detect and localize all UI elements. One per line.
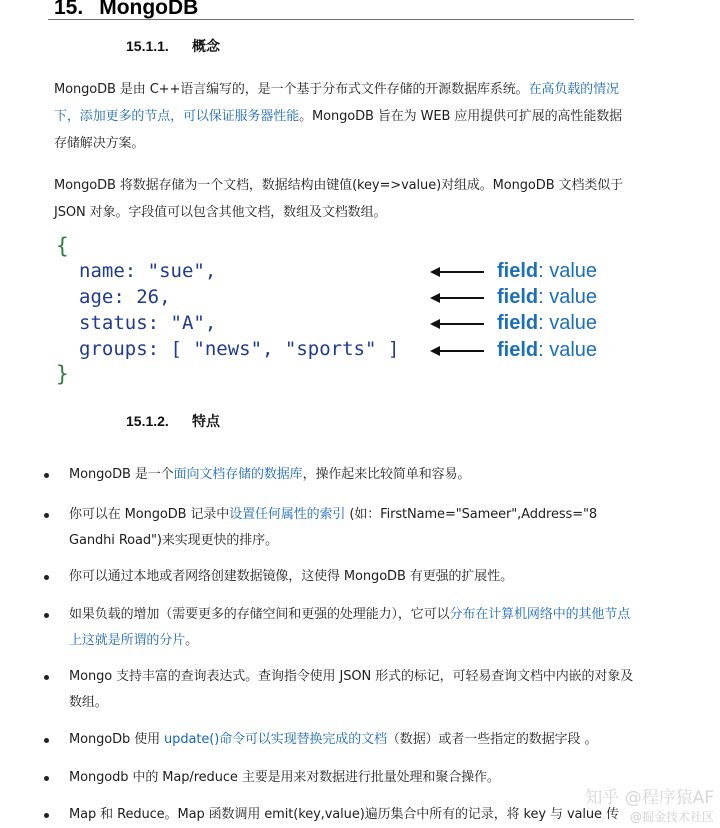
list-item-text: Map 和 Reduce。Map 函数调用 emit(key,value)遍历集合中所有的记录，将 key 与 value 传 [69,807,619,822]
watermark-main: 知乎 @程序猿AF [585,788,714,808]
list-item-text: 如果负载的增加（需要更多的存储空间和更强的处理能力），它可以分布在计算机网络中的其他节点上这就是所谓的分片。 [69,607,631,648]
highlighted-text: 在高负载的情况下，添加更多的节点，可以保证服务器性能 [54,82,619,124]
bullet-dot [44,738,49,743]
arrow-left-icon [430,260,490,284]
arrow-left-icon [430,312,490,336]
code-line: age: 26, [79,286,171,308]
subsection-heading-concept [126,36,220,56]
field-value-label: field: value [497,312,598,334]
list-item-text: MongoDb 使用 update()命令可以实现替换完成的文档（数据）或者一些指定的数据字段 。 [69,732,598,747]
paragraph-text: MongoDB 是由 C++语言编写的，是一个基于分布式文件存储的开源数据库系统。 [54,82,529,97]
list-item-text: Mongo 支持丰富的查询表达式。查询指令使用 JSON 形式的标记，可轻易查询文档中内嵌的对象及数组。 [69,669,634,710]
subsection-number: 15.1.2. [126,413,169,429]
bullet-dot [44,473,49,478]
concept-paragraph-2: MongoDB 将数据存储为一个文档，数据结构由键值(key=>value)对组成。MongoDB 文档类似于 JSON 对象。字段值可以包含其他文档，数组及文档数组。 [54,178,624,220]
list-item-text: 你可以通过本地或者网络创建数据镜像，这使得 MongoDB 有更强的扩展性。 [69,569,514,584]
list-item-text: MongoDB 是一个面向文档存储的数据库，操作起来比较简单和容易。 [69,467,471,482]
field-value-label: field: value [497,260,598,282]
list-item-text: Mongodb 中的 Map/reduce 主要是用来对数据进行批量处理和聚合操作。 [69,770,500,785]
paragraph-text: 。MongoDB 旨在为 WEB 应用提供可扩展的高性能数据存储解决方案。 [54,109,623,151]
subsection-number: 15.1.1. [126,38,169,54]
arrow-left-icon [430,339,490,363]
section-number: 15. [54,0,84,19]
bullet-dot [44,776,49,781]
code-line: groups: [ "news", "sports" ] [79,338,400,360]
subsection-title: 概念 [192,38,220,54]
bullet-dot [44,513,49,518]
code-line: name: "sue", [79,260,217,282]
field-value-label: field: value [497,339,598,361]
watermark [585,783,714,825]
section-title: MongoDB [99,0,199,19]
open-brace: { [56,234,69,258]
close-brace: } [56,362,69,386]
field-value-label: field: value [497,286,598,308]
arrow-left-icon [430,286,490,310]
watermark-sub: @掘金技术社区 [629,810,714,824]
subsection-title: 特点 [192,413,220,429]
list-item-text: 你可以在 MongoDB 记录中设置任何属性的索引 (如：FirstName="Sameer",Address="8 Gandhi Road")来实现更快的排序。 [69,507,598,548]
concept-paragraph-1 [54,76,634,157]
heading-divider [48,19,634,20]
bullet-dot [44,613,49,618]
bullet-dot [44,675,49,680]
bullet-dot [44,575,49,580]
code-line: status: "A", [79,312,217,334]
bullet-dot [44,813,49,818]
subsection-heading-features [126,411,220,431]
